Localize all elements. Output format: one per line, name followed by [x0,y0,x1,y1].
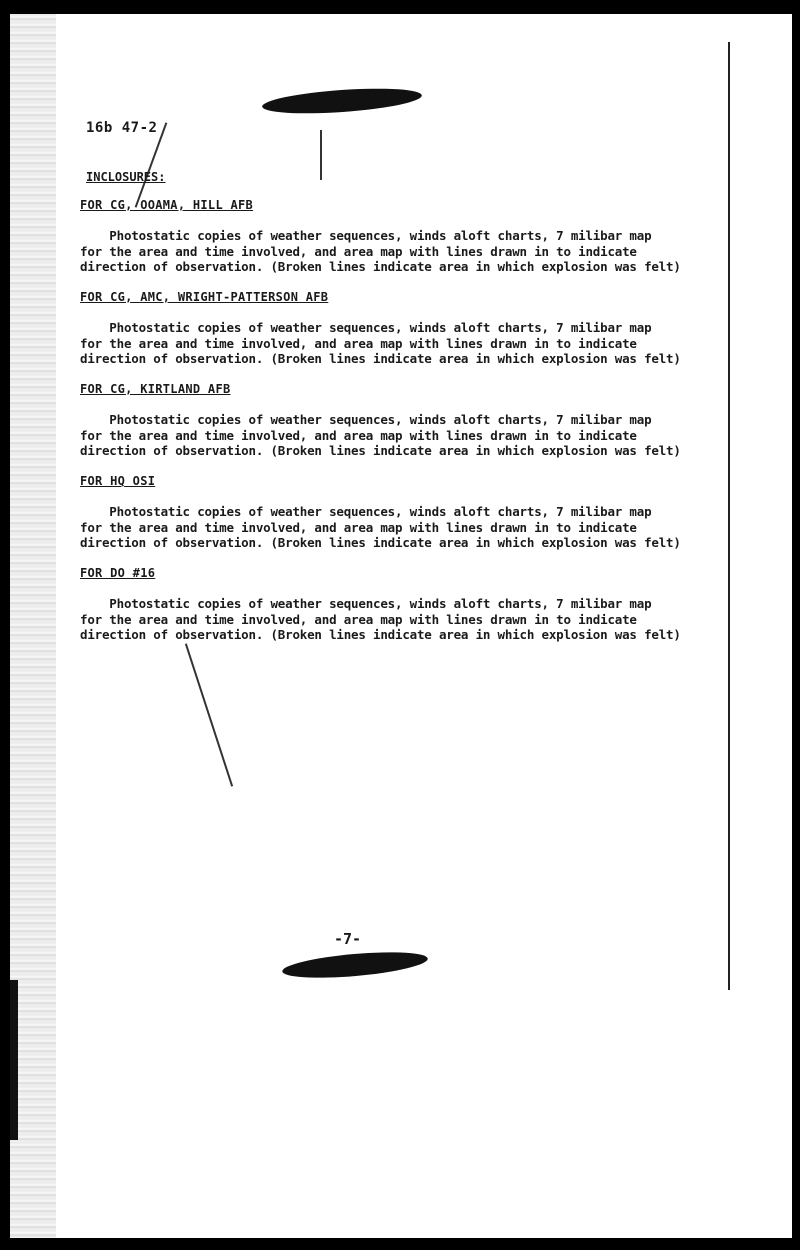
scan-border-bottom [0,1238,800,1250]
scan-border-top [0,0,800,14]
body-line: Photostatic copies of weather sequences, winds aloft charts, 7 milibar map [80,320,652,335]
scratch-mark [185,643,233,786]
section-heading: FOR CG, OOAMA, HILL AFB [80,198,254,212]
enclosures-label: INCLOSURES: [86,170,166,184]
body-line: for the area and time involved, and area map with lines drawn in to indicate [80,519,637,535]
scan-band-left [10,980,18,1140]
enclosure-section [80,566,720,643]
body-line: Photostatic copies of weather sequences, winds aloft charts, 7 milibar map [80,228,652,243]
section-heading: FOR CG, KIRTLAND AFB [80,382,231,396]
body-line: direction of observation. (Broken lines indicate area in which explosion was felt) [80,259,681,274]
section-heading: FOR HQ OSI [80,474,156,488]
body-line: direction of observation. (Broken lines indicate area in which explosion was felt) [80,443,681,458]
section-heading: FOR CG, AMC, WRIGHT-PATTERSON AFB [80,290,329,304]
section-body [80,320,720,367]
body-line: for the area and time involved, and area map with lines drawn in to indicate [80,335,637,351]
enclosure-section [80,382,720,459]
enclosure-section [80,474,720,551]
body-line: direction of observation. (Broken lines indicate area in which explosion was felt) [80,535,681,550]
ink-smudge-top [261,84,422,117]
section-body [80,596,720,643]
ink-smudge-bottom [281,948,428,983]
document-reference: 16b 47-2 [86,120,158,136]
body-line: direction of observation. (Broken lines indicate area in which explosion was felt) [80,351,681,366]
section-body [80,412,720,459]
body-line: direction of observation. (Broken lines indicate area in which explosion was felt) [80,627,681,642]
body-line: Photostatic copies of weather sequences, winds aloft charts, 7 milibar map [80,412,652,427]
page-number: -7- [334,930,362,948]
body-line: for the area and time involved, and area map with lines drawn in to indicate [80,611,637,627]
body-line: Photostatic copies of weather sequences, winds aloft charts, 7 milibar map [80,504,652,519]
section-body [80,228,720,275]
enclosure-section [80,290,720,367]
scratch-mark [320,130,322,180]
scan-border-right [792,0,800,1250]
section-body [80,504,720,551]
enclosure-section [80,198,720,275]
body-line: Photostatic copies of weather sequences, winds aloft charts, 7 milibar map [80,596,652,611]
margin-rule-right [728,42,730,990]
body-line: for the area and time involved, and area map with lines drawn in to indicate [80,243,637,259]
body-line: for the area and time involved, and area map with lines drawn in to indicate [80,427,637,443]
section-heading: FOR DO #16 [80,566,156,580]
scan-border-left [0,0,10,1250]
